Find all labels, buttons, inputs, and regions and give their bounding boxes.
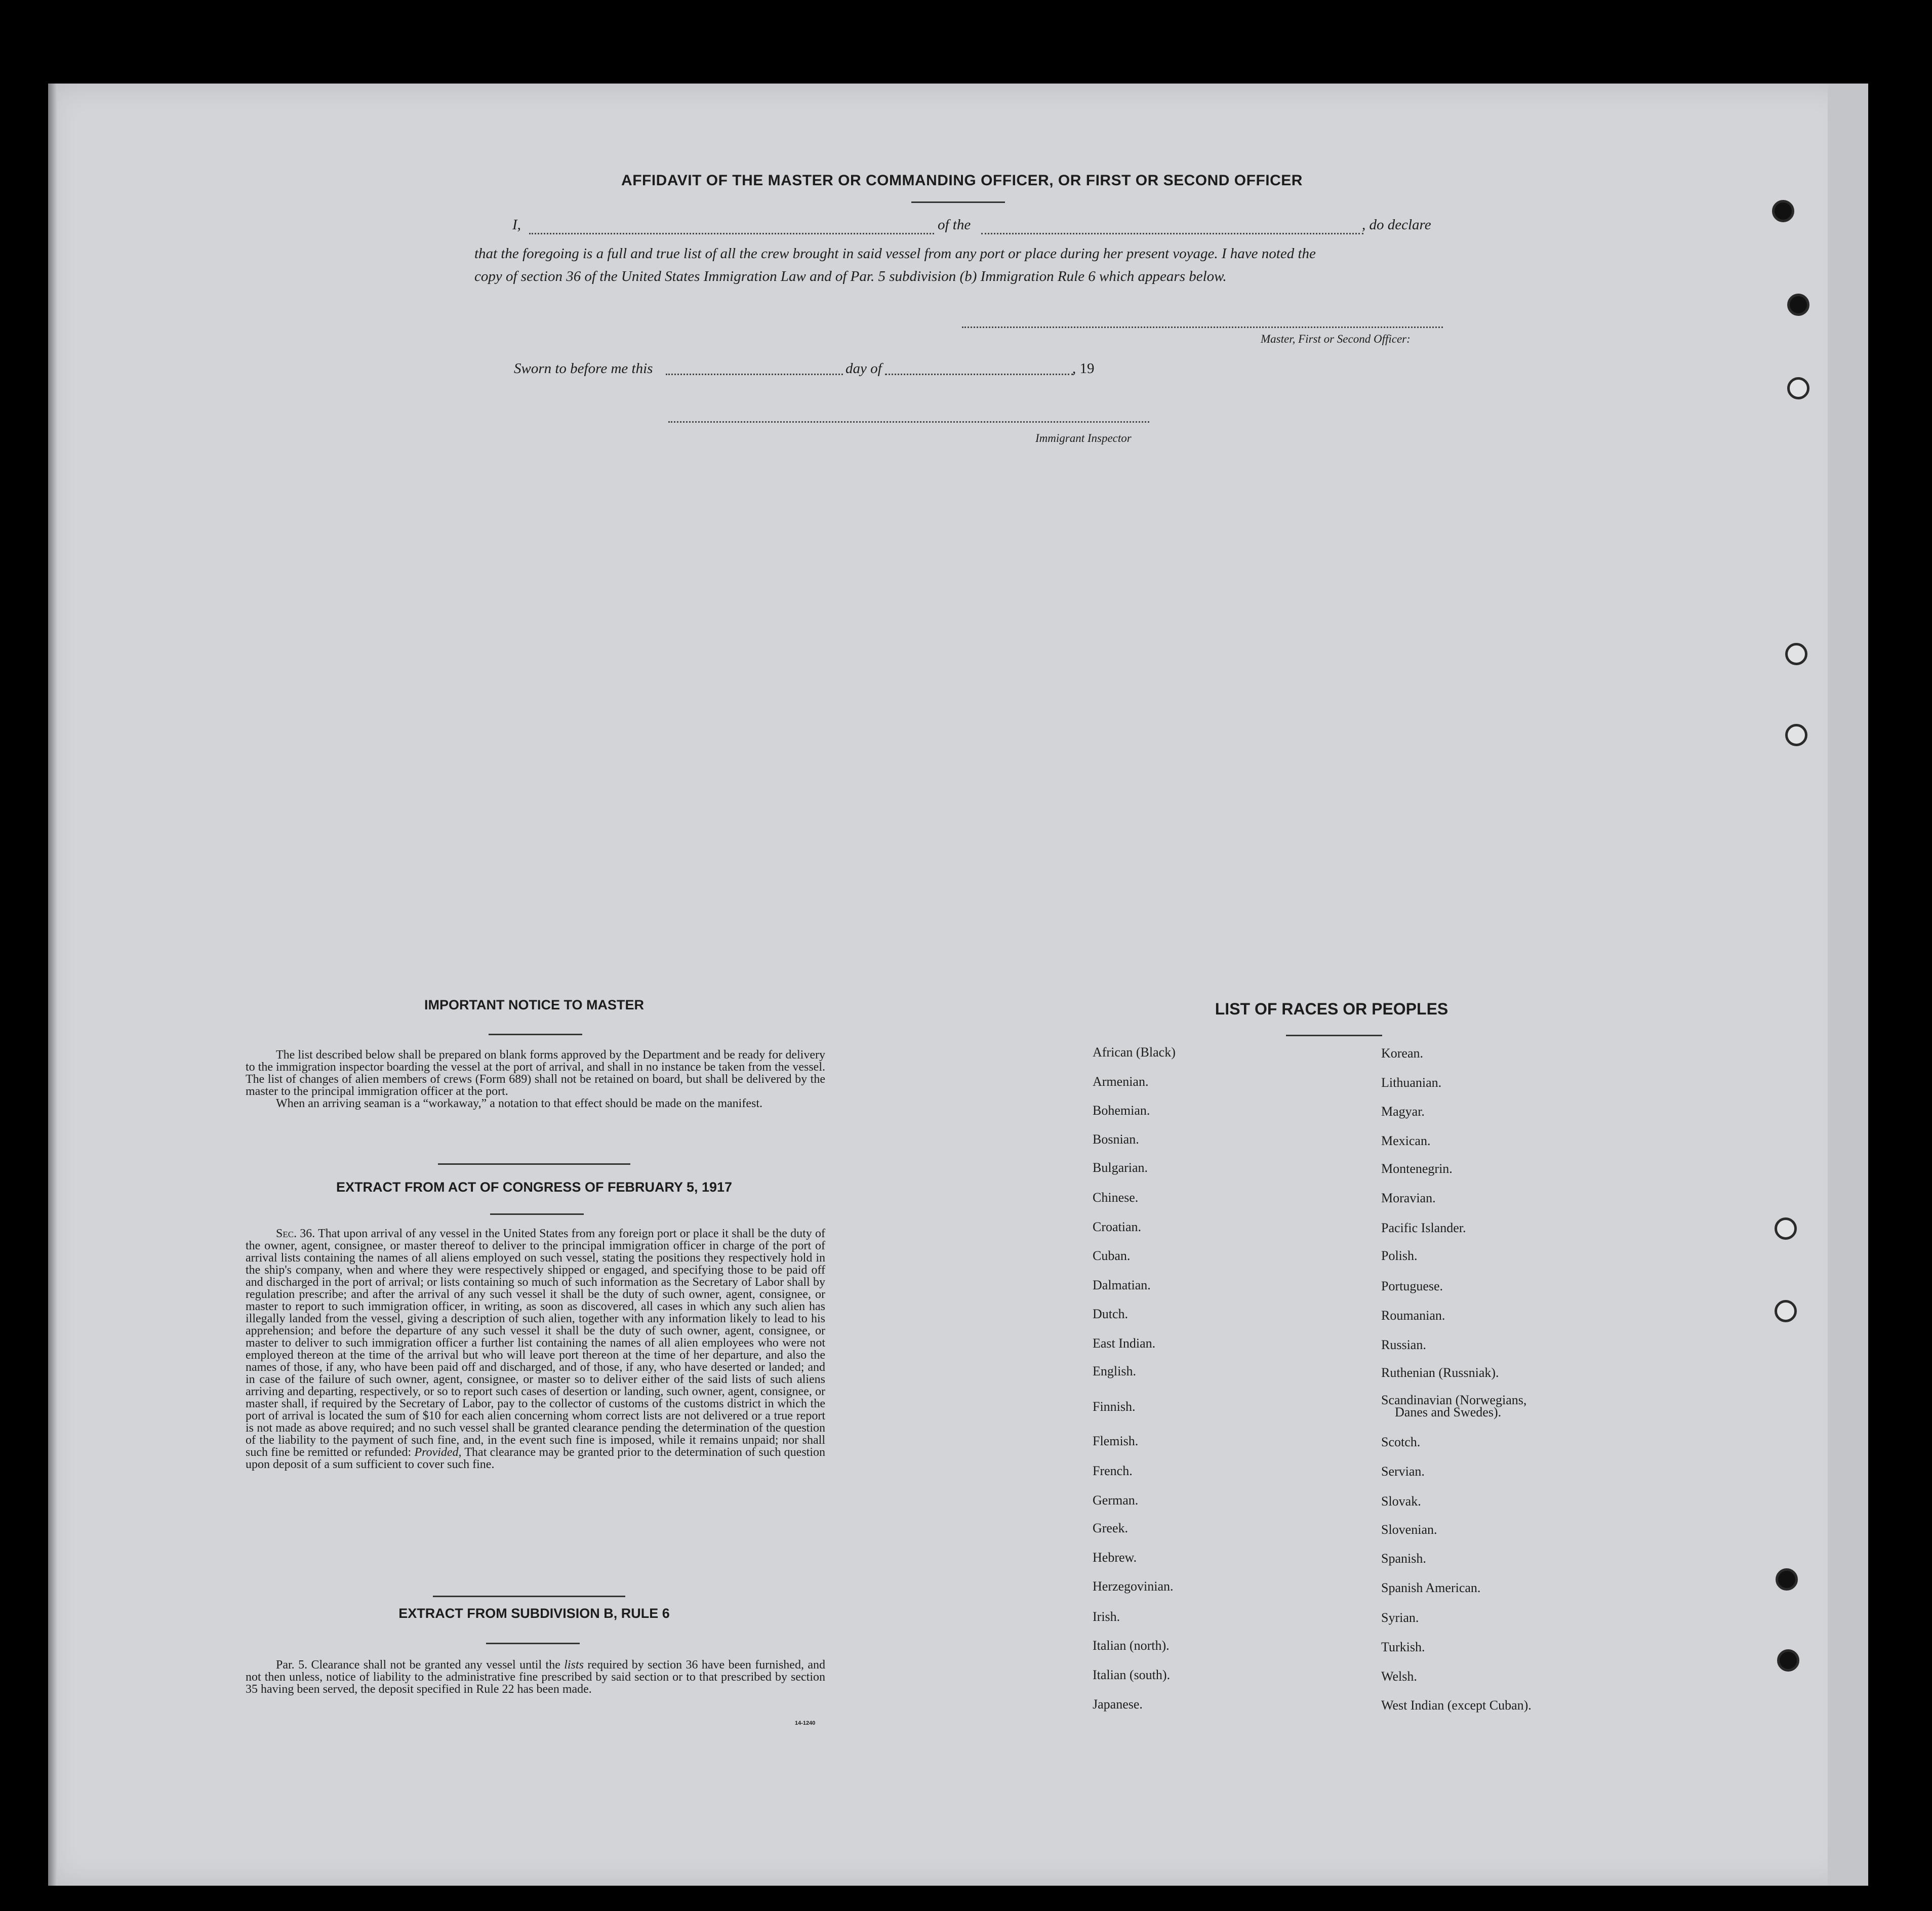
affidavit-line-2: that the foregoing is a full and true list of all the crew brought in said vessel from any port or place during her present voyage. I have noted the <box>474 246 1316 262</box>
notice-underline <box>489 1034 582 1035</box>
race-item: African (Black) <box>1093 1045 1176 1060</box>
race-item: Spanish. <box>1381 1551 1426 1566</box>
inspector-caption: Immigrant Inspector <box>1035 432 1132 444</box>
race-item: English. <box>1093 1364 1136 1378</box>
sworn-label: Sworn to before me this <box>514 360 653 377</box>
race-item: Lithuanian. <box>1381 1075 1442 1090</box>
vessel-blank <box>981 233 1363 234</box>
rule-text-end: required by section 36 have been furnished, and not then unless, notice of liability to the administrative fine prescribed by said section or to that prescribed by section 35 having been served, the deposit specified in Rule 22 has been made. <box>246 1658 826 1696</box>
binder-hole-icon <box>1775 1217 1797 1240</box>
officer-signature-caption: Master, First or Second Officer: <box>1261 333 1411 345</box>
sworn-year-label: , 19 <box>1072 360 1095 377</box>
notice-body <box>246 1049 825 1110</box>
binder-hole-icon <box>1775 1300 1797 1322</box>
act-extract-underline <box>490 1213 584 1215</box>
race-item: Bohemian. <box>1093 1103 1150 1118</box>
binder-hole-icon <box>1777 1649 1799 1672</box>
section-divider <box>433 1596 625 1597</box>
rule-extract-title: EXTRACT FROM SUBDIVISION B, RULE 6 <box>398 1606 670 1621</box>
race-item-continuation: Danes and Swedes). <box>1395 1405 1502 1419</box>
sworn-day-blank <box>666 374 843 375</box>
race-item: Turkish. <box>1381 1640 1425 1654</box>
officer-signature-line <box>962 327 1443 328</box>
race-item: Ruthenian (Russniak). <box>1381 1365 1499 1380</box>
races-title: LIST OF RACES OR PEOPLES <box>1215 1000 1448 1018</box>
notice-paragraph: When an arriving seaman is a “workaway,” a notation to that effect should be made on the manifest. <box>276 1097 762 1110</box>
race-item: Slovak. <box>1381 1494 1421 1509</box>
rule-text: Par. 5. Clearance shall not be granted any vessel until the <box>276 1658 560 1672</box>
affidavit-i-label: I, <box>512 217 521 233</box>
act-text-end: That clearance may be granted prior to the determination of such question upon deposit of a sum sufficient to cover such fine. <box>246 1446 826 1471</box>
race-item: Japanese. <box>1093 1697 1143 1712</box>
race-item: Cuban. <box>1093 1248 1131 1263</box>
binder-hole-icon <box>1787 294 1809 316</box>
race-item: Moravian. <box>1381 1191 1436 1205</box>
section-label: Sec. 36. <box>276 1227 315 1240</box>
inspector-signature-line <box>668 421 1149 423</box>
rule-extract-paragraph <box>246 1659 825 1695</box>
race-item: Roumanian. <box>1381 1308 1445 1323</box>
race-item: Korean. <box>1381 1046 1424 1061</box>
race-item: Hebrew. <box>1093 1550 1137 1565</box>
race-item: Italian (south). <box>1093 1668 1171 1682</box>
race-item: Magyar. <box>1381 1104 1425 1119</box>
race-item: East Indian. <box>1093 1336 1156 1351</box>
race-item: German. <box>1093 1493 1139 1508</box>
race-item: Portuguese. <box>1381 1279 1443 1293</box>
document-page <box>48 84 1850 1886</box>
race-item: Bulgarian. <box>1093 1160 1148 1175</box>
race-item: Russian. <box>1381 1337 1426 1352</box>
title-underline <box>911 201 1005 203</box>
act-extract-body <box>246 1228 825 1471</box>
rule-extract-body <box>246 1659 825 1695</box>
race-item: Spanish American. <box>1381 1580 1481 1595</box>
sworn-day-of-label: day of <box>846 360 882 377</box>
race-item: Pacific Islander. <box>1381 1221 1466 1235</box>
act-extract-paragraph <box>246 1228 825 1471</box>
binder-hole-icon <box>1772 200 1794 222</box>
race-item: Greek. <box>1093 1521 1129 1535</box>
race-item: Slovenian. <box>1381 1522 1437 1537</box>
section-divider <box>438 1163 630 1165</box>
binder-hole-icon <box>1785 724 1807 746</box>
race-item: Welsh. <box>1381 1669 1417 1684</box>
race-item: Italian (north). <box>1093 1638 1170 1653</box>
name-blank <box>529 233 934 234</box>
race-item: Montenegrin. <box>1381 1161 1453 1176</box>
notice-title: IMPORTANT NOTICE TO MASTER <box>424 997 644 1012</box>
race-item: West Indian (except Cuban). <box>1381 1698 1532 1713</box>
affidavit-title: AFFIDAVIT OF THE MASTER OR COMMANDING OFFICER, OR FIRST OR SECOND OFFICER <box>621 172 1303 189</box>
race-item: Croatian. <box>1093 1219 1142 1234</box>
race-item: Dutch. <box>1093 1307 1129 1321</box>
binder-hole-icon <box>1787 377 1809 399</box>
lists-word: lists <box>564 1658 584 1672</box>
race-item: Syrian. <box>1381 1610 1419 1625</box>
races-underline <box>1286 1035 1382 1036</box>
binder-hole-icon <box>1785 643 1807 665</box>
page-left-shadow <box>48 84 57 1886</box>
act-text: That upon arrival of any vessel in the United States from any foreign port or place it shall be the duty of the owner, agent, consignee, or master thereof to deliver to the principal immigration officer in charge of the port of arrival lists containing the names of all aliens employed on such vessel, stating the positions they respectively hold in the ship's company, when and where they were respectively shipped or engaged, and specifying those to be paid off and discharged in the port of arrival; or lists containing so much of such information as the Secretary of Labor shall by regulation prescribe; and after the arrival of any such vessel it shall be the duty of such owner, agent, consignee, or master to report to such immigration officer, in writing, as soon as discovered, all cases in which any such alien has illegally landed from the vessel, giving a description of such alien, together with any information likely to lead to his apprehension; and before the departure of any such vessel it shall be the duty of such owner, agent, consignee, or master to deliver to such immigration officer a further list containing the names of all alien employees who were not employed thereon at the time of the arrival but who will leave port thereon at the time of her departure, and also the names of those, if any, who have been paid off and discharged, and of those, if any, who have deserted or landed; and in case of the failure of such owner, agent, consignee, or master so to deliver either of the said lists of such aliens arriving and departing, respectively, or so to report such cases of desertion or landing, such owner, agent, consignee, or master shall, if required by the Secretary of Labor, pay to the collector of customs of the customs district in which the port of arrival is located the sum of $10 for each alien concerning whom correct lists are not delivered or a true report is not made as above required; and no such vessel shall be granted clearance pending the determination of the question of the liability to the payment of such fine, and, in the event such fine is imposed, while it remains unpaid; nor shall such fine be remitted or refunded: <box>246 1227 825 1459</box>
page-edge <box>1828 84 1868 1886</box>
affidavit-line-3: copy of section 36 of the United States Immigration Law and of Par. 5 subdivision (b) Immigration Rule 6 which appears below. <box>474 268 1227 284</box>
race-item: French. <box>1093 1463 1133 1478</box>
sworn-month-blank <box>885 374 1073 375</box>
rule-extract-underline <box>486 1643 580 1644</box>
race-item: Servian. <box>1381 1464 1425 1479</box>
race-item: Bosnian. <box>1093 1132 1139 1147</box>
race-item: Scandinavian (Norwegians, <box>1381 1393 1527 1407</box>
race-item: Dalmatian. <box>1093 1278 1151 1292</box>
act-extract-title: EXTRACT FROM ACT OF CONGRESS OF FEBRUARY 5, 1917 <box>336 1180 733 1195</box>
race-item: Polish. <box>1381 1248 1418 1263</box>
race-item: Armenian. <box>1093 1074 1149 1089</box>
race-item: Finnish. <box>1093 1399 1136 1414</box>
affidavit-of-the-label: of the <box>938 217 971 233</box>
race-item: Flemish. <box>1093 1434 1139 1448</box>
notice-paragraph: The list described below shall be prepared on blank forms approved by the Department and be ready for delivery to the immigration inspector boarding the vessel at the port of arrival, and shall in no instance be taken from the vessel. The list of changes of alien members of crews (Form 689) shall not be retained on board, but shall be delivered by the master to the principal immigration officer at the port. <box>246 1048 825 1098</box>
affidavit-declare-label: , do declare <box>1362 217 1431 233</box>
race-item: Chinese. <box>1093 1190 1139 1205</box>
binder-hole-icon <box>1776 1568 1798 1591</box>
race-item: Herzegovinian. <box>1093 1579 1174 1594</box>
race-item: Scotch. <box>1381 1435 1421 1449</box>
form-number: 14-1240 <box>795 1720 816 1726</box>
race-item: Irish. <box>1093 1609 1120 1624</box>
race-item: Mexican. <box>1381 1133 1431 1148</box>
provided-word: Provided, <box>414 1446 462 1459</box>
